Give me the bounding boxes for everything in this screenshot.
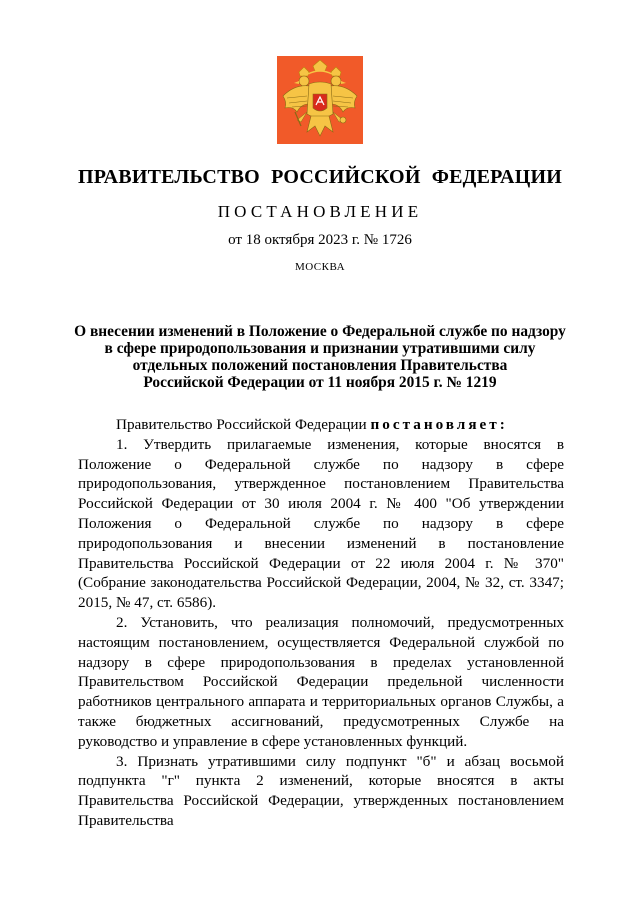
paragraph-3: 3. Признать утратившими силу подпункт "б" и абзац восьмой подпункта "г" пункта 2 изменений, которые вносятся в акты Правительства Российской Федерации, утвержденных постановлением Правительства [78,752,564,829]
title-line: отдельных положений постановления Правительства [132,357,508,374]
title-line: в сфере природопользования и признании утратившими силу [104,340,536,357]
government-title: ПРАВИТЕЛЬСТВО РОССИЙСКОЙ ФЕДЕРАЦИИ [78,166,562,188]
document-type: ПОСТАНОВЛЕНИЕ [217,202,423,221]
document-city: МОСКВА [294,261,346,273]
intro-text: Правительство Российской Федерации [116,416,367,433]
document-body [78,415,564,831]
document-title [70,323,570,391]
paragraph-2: 2. Установить, что реализация полномочий, предусмотренных настоящим постановлением, осуществляется Федеральной службой по надзору в сфере природопользования в пределах установленной Правительством Российской Федерации предельной численности работников центрального аппарата и территориальных органов Службы, а также бюджетных ассигнований, предусмотренных Службе на руководство и управление в сфере установленных функций. [78,613,564,750]
russian-coat-of-arms-icon [277,56,363,144]
paragraph-1: 1. Утвердить прилагаемые изменения, которые вносятся в Положение о Федеральной службе по надзору в сфере природопользования, утвержденное постановлением Правительства Российской Федерации от 30 июля 2004 г. № 400 "Об утверждении Положения о Федеральной службе по надзору в сфере природопользования и внесении изменений в постановление Правительства Российской Федерации от 22 июля 2004 г. № 370" (Собрание законодательства Российской Федерации, 2004, № 32, ст. 3347; 2015, № 47, ст. 6586). [78,435,564,612]
title-line: Российской Федерации от 11 ноября 2015 г. № 1219 [143,374,497,391]
document-date-number: от 18 октября 2023 г. № 1726 [228,232,412,248]
intro-paragraph [78,415,564,435]
title-line: О внесении изменений в Положение о Федеральной службе по надзору [74,323,566,340]
intro-verb: постановляет: [370,416,508,433]
